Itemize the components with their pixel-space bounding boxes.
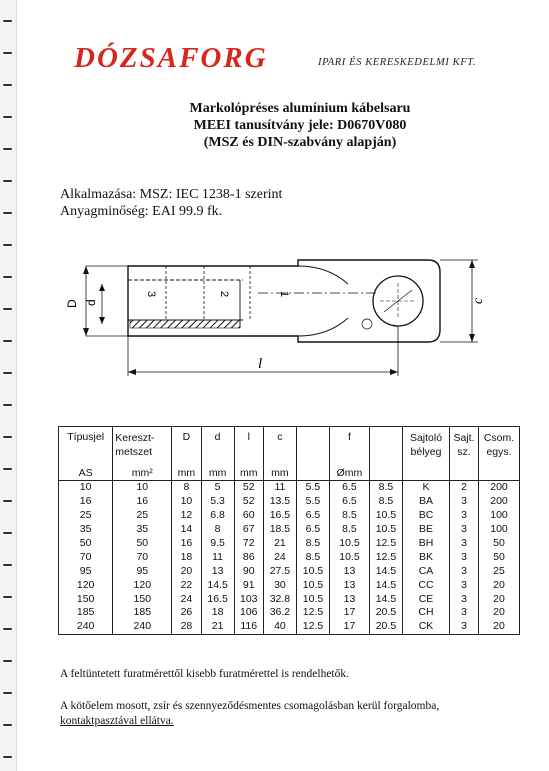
table-cell: 3: [450, 592, 479, 606]
table-cell: 6.5: [296, 509, 329, 523]
table-cell: 8.5: [330, 523, 370, 537]
table-cell: 25: [59, 509, 113, 523]
table-cell: 8: [172, 481, 201, 495]
table-cell: 100: [479, 509, 520, 523]
table-cell: 8.5: [369, 481, 402, 495]
binding-ring: [3, 628, 12, 630]
col-header: Kereszt-metszet: [113, 427, 172, 464]
binding-ring: [3, 436, 12, 438]
transition-curve: [298, 318, 348, 336]
table-cell: 20: [172, 564, 201, 578]
binding-ring: [3, 276, 12, 278]
binding-ring: [3, 468, 12, 470]
table-cell: 24: [172, 592, 201, 606]
table-cell: 116: [234, 620, 263, 634]
label-d: d: [84, 299, 98, 306]
table-row: [59, 550, 520, 564]
col-header: f: [330, 427, 370, 464]
table-cell: 50: [113, 537, 172, 551]
table-cell: 16.5: [263, 509, 296, 523]
table-cell: 52: [234, 481, 263, 495]
table-cell: BH: [403, 537, 450, 551]
table-cell: 86: [234, 550, 263, 564]
unit-cell: [403, 463, 450, 481]
title-line-1: Markolópréses alumínium kábelsaru: [189, 101, 411, 116]
table-cell: 3: [450, 550, 479, 564]
table-cell: BK: [403, 550, 450, 564]
table-row: [59, 578, 520, 592]
table-cell: BA: [403, 495, 450, 509]
arrow-head: [469, 260, 475, 268]
table-cell: 6.5: [330, 481, 370, 495]
arrow-head: [469, 334, 475, 342]
table-cell: 26: [172, 606, 201, 620]
arrow-head: [128, 369, 136, 375]
table-row: [59, 481, 520, 495]
arrow-head: [390, 369, 398, 375]
table-cell: 70: [59, 550, 113, 564]
table-cell: 14.5: [369, 564, 402, 578]
unit-cell: mm²: [113, 463, 172, 481]
table-cell: 20: [479, 592, 520, 606]
label-l: l: [258, 356, 263, 372]
table-cell: 40: [263, 620, 296, 634]
table-cell: 10.5: [330, 550, 370, 564]
table-cell: 185: [59, 606, 113, 620]
table-cell: BC: [403, 509, 450, 523]
binding-ring: [3, 20, 12, 22]
table-cell: 12.5: [369, 537, 402, 551]
table-cell: 8: [201, 523, 234, 537]
company-name: IPARI ÉS KERESKEDELMI KFT.: [318, 57, 477, 68]
unit-cell: [296, 463, 329, 481]
unit-cell: mm: [172, 463, 201, 481]
title-line-2: MEEI tanusítvány jele: D0670V080: [193, 118, 407, 133]
table-cell: 12.5: [296, 620, 329, 634]
table-cell: CC: [403, 578, 450, 592]
table-cell: 10: [113, 481, 172, 495]
table-cell: 14: [172, 523, 201, 537]
table-row: [59, 495, 520, 509]
table-cell: CH: [403, 606, 450, 620]
stamp-mark: [362, 319, 372, 329]
material-text: Anyagminőség: EAI 99.9 fk.: [60, 204, 223, 219]
table-cell: 50: [59, 537, 113, 551]
unit-cell: Ømm: [330, 463, 370, 481]
table-cell: 11: [263, 481, 296, 495]
note-packaging-line-1: A kötőelem mosott, zsír és szennyeződésmentes csomagolásban kerül forgalomba,: [60, 700, 440, 712]
table-cell: 13: [330, 592, 370, 606]
table-cell: 5: [201, 481, 234, 495]
col-header: [369, 427, 402, 464]
table-cell: 3: [450, 578, 479, 592]
crimp-mark-2: 2: [218, 291, 230, 298]
table-cell: 13.5: [263, 495, 296, 509]
table-cell: 11: [201, 550, 234, 564]
table-cell: 10.5: [369, 523, 402, 537]
table-cell: 14.5: [369, 578, 402, 592]
table-header-row: [59, 427, 520, 464]
table-cell: 10: [172, 495, 201, 509]
table-cell: 120: [59, 578, 113, 592]
table-cell: 32.8: [263, 592, 296, 606]
table-cell: 3: [450, 620, 479, 634]
table-cell: 25: [113, 509, 172, 523]
table-cell: 8.5: [330, 509, 370, 523]
table-cell: 8.5: [296, 537, 329, 551]
table-cell: 10: [59, 481, 113, 495]
table-cell: 18: [172, 550, 201, 564]
binding-ring: [3, 692, 12, 694]
table-cell: 3: [450, 495, 479, 509]
col-header: D: [172, 427, 201, 464]
table-cell: 21: [201, 620, 234, 634]
note-packaging-line-2: kontaktpasztával ellátva.: [60, 715, 174, 727]
table-cell: 60: [234, 509, 263, 523]
table-cell: 240: [59, 620, 113, 634]
table-cell: 200: [479, 481, 520, 495]
table-cell: 5.5: [296, 481, 329, 495]
label-c: c: [471, 297, 486, 304]
table-cell: 6.8: [201, 509, 234, 523]
binding-ring: [3, 244, 12, 246]
table-cell: 20: [479, 606, 520, 620]
table-cell: 16: [172, 537, 201, 551]
table-cell: 22: [172, 578, 201, 592]
table-cell: 10.5: [330, 537, 370, 551]
col-header: d: [201, 427, 234, 464]
arrow-head: [83, 266, 89, 274]
binding-ring: [3, 756, 12, 758]
table-cell: 12.5: [369, 550, 402, 564]
col-header: [296, 427, 329, 464]
table-cell: CE: [403, 592, 450, 606]
table-cell: 25: [479, 564, 520, 578]
binding-ring: [3, 596, 12, 598]
table-cell: 100: [479, 523, 520, 537]
table-cell: 2: [450, 481, 479, 495]
table-cell: 17: [330, 620, 370, 634]
col-header: Csom. egys.: [479, 427, 520, 464]
label-D: D: [65, 299, 79, 308]
table-cell: 16: [113, 495, 172, 509]
application-text: Alkalmazása: MSZ: IEC 1238-1 szerint: [60, 187, 283, 202]
table-cell: CA: [403, 564, 450, 578]
binding-ring: [3, 212, 12, 214]
table-cell: 91: [234, 578, 263, 592]
col-header: Sajtoló bélyeg: [403, 427, 450, 464]
table-cell: 14.5: [369, 592, 402, 606]
table-row: [59, 509, 520, 523]
table-cell: 185: [113, 606, 172, 620]
binding-ring: [3, 532, 12, 534]
hatched-section: [130, 320, 240, 328]
table-cell: 20.5: [369, 620, 402, 634]
table-cell: 8.5: [296, 550, 329, 564]
table-row: [59, 537, 520, 551]
table-cell: 95: [113, 564, 172, 578]
binding-ring: [3, 372, 12, 374]
arrow-head: [83, 328, 89, 336]
table-cell: 12: [172, 509, 201, 523]
cable-lug-drawing: [58, 246, 498, 386]
table-row: [59, 606, 520, 620]
table-cell: 10.5: [296, 578, 329, 592]
table-cell: 50: [479, 537, 520, 551]
binding-ring: [3, 180, 12, 182]
table-cell: 120: [113, 578, 172, 592]
binding-ring: [3, 724, 12, 726]
crimp-mark-3: 3: [145, 291, 157, 298]
table-cell: 3: [450, 606, 479, 620]
binding-ring: [3, 52, 12, 54]
table-cell: 3: [450, 509, 479, 523]
table-cell: 52: [234, 495, 263, 509]
table-row: [59, 523, 520, 537]
unit-cell: mm: [201, 463, 234, 481]
table-cell: 240: [113, 620, 172, 634]
table-cell: 14.5: [201, 578, 234, 592]
table-cell: 28: [172, 620, 201, 634]
note-hole-size: A feltüntetett furatmérettől kisebb furatmérettel is rendelhetők.: [60, 668, 349, 680]
spiral-binding: [0, 0, 17, 771]
table-cell: 67: [234, 523, 263, 537]
table-row: [59, 592, 520, 606]
table-cell: CK: [403, 620, 450, 634]
col-header: l: [234, 427, 263, 464]
table-cell: 10.5: [369, 509, 402, 523]
table-cell: 20.5: [369, 606, 402, 620]
table-cell: 95: [59, 564, 113, 578]
unit-cell: AS: [59, 463, 113, 481]
product-title: [120, 100, 480, 151]
table-cell: 150: [113, 592, 172, 606]
table-cell: 5.5: [296, 495, 329, 509]
table-cell: 30: [263, 578, 296, 592]
crimp-mark-1: 1: [278, 291, 290, 298]
table-cell: 10.5: [296, 564, 329, 578]
table-cell: 17: [330, 606, 370, 620]
table-cell: 90: [234, 564, 263, 578]
table-cell: 36.2: [263, 606, 296, 620]
binding-ring: [3, 84, 12, 86]
table-cell: 27.5: [263, 564, 296, 578]
table-row: [59, 564, 520, 578]
table-cell: 12.5: [296, 606, 329, 620]
table-cell: 13: [201, 564, 234, 578]
brand-logo: DÓZSAFORG: [74, 42, 268, 74]
binding-ring: [3, 564, 12, 566]
table-cell: 9.5: [201, 537, 234, 551]
arrow-head: [99, 317, 105, 324]
table-cell: 35: [113, 523, 172, 537]
table-cell: 5.3: [201, 495, 234, 509]
unit-cell: [479, 463, 520, 481]
table-cell: 70: [113, 550, 172, 564]
table-cell: 16.5: [201, 592, 234, 606]
col-header: Típusjel: [59, 427, 113, 464]
table-cell: 13: [330, 578, 370, 592]
table-cell: 6.5: [296, 523, 329, 537]
arrow-head: [99, 284, 105, 291]
table-cell: 18.5: [263, 523, 296, 537]
table-cell: 10.5: [296, 592, 329, 606]
table-cell: 3: [450, 537, 479, 551]
unit-cell: [450, 463, 479, 481]
table-cell: 35: [59, 523, 113, 537]
binding-ring: [3, 404, 12, 406]
binding-ring: [3, 500, 12, 502]
note-packaging: [60, 699, 500, 729]
unit-cell: [369, 463, 402, 481]
table-cell: 3: [450, 523, 479, 537]
table-cell: 20: [479, 578, 520, 592]
table-cell: 13: [330, 564, 370, 578]
transition-curve: [298, 266, 348, 284]
specification-table: [58, 426, 520, 635]
table-cell: 21: [263, 537, 296, 551]
binding-ring: [3, 148, 12, 150]
binding-ring: [3, 308, 12, 310]
table-cell: BE: [403, 523, 450, 537]
table-cell: 24: [263, 550, 296, 564]
table-cell: 150: [59, 592, 113, 606]
table-cell: 72: [234, 537, 263, 551]
col-header: c: [263, 427, 296, 464]
table-unit-row: [59, 463, 520, 481]
table-cell: 16: [59, 495, 113, 509]
binding-ring: [3, 340, 12, 342]
title-line-3: (MSZ és DIN-szabvány alapján): [203, 135, 397, 150]
table-cell: 20: [479, 620, 520, 634]
table-cell: 200: [479, 495, 520, 509]
table-cell: 103: [234, 592, 263, 606]
table-cell: K: [403, 481, 450, 495]
binding-ring: [3, 116, 12, 118]
binding-ring: [3, 660, 12, 662]
table-cell: 18: [201, 606, 234, 620]
table-cell: 8.5: [369, 495, 402, 509]
table-body: [59, 481, 520, 635]
table-cell: 3: [450, 564, 479, 578]
unit-cell: mm: [234, 463, 263, 481]
table-cell: 106: [234, 606, 263, 620]
table-cell: 50: [479, 550, 520, 564]
table-row: [59, 620, 520, 634]
spec-block: [60, 186, 282, 220]
table-cell: 6.5: [330, 495, 370, 509]
col-header: Sajt. sz.: [450, 427, 479, 464]
unit-cell: mm: [263, 463, 296, 481]
